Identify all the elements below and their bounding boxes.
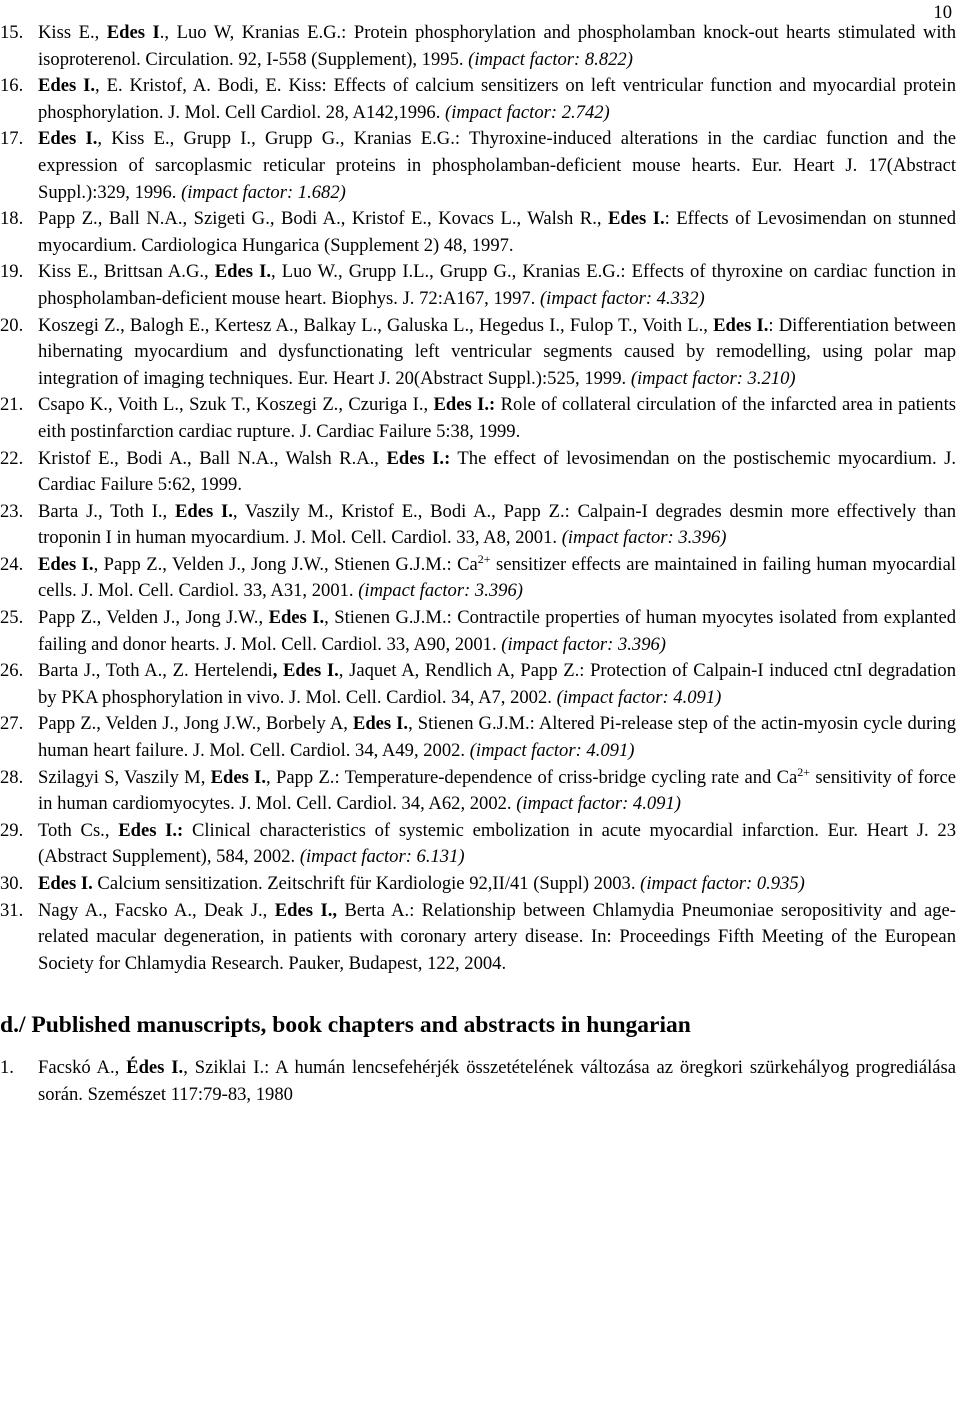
reference-text: Papp Z., Velden J., Jong J.W., Borbely A, bbox=[38, 713, 353, 735]
impact-factor: (impact factor: 4.332) bbox=[539, 287, 705, 309]
reference-number: 29. bbox=[0, 819, 24, 841]
reference-number: 27. bbox=[0, 713, 24, 735]
reference-text: Csapo K., Voith L., Szuk T., Koszegi Z., Czuriga I., bbox=[38, 394, 434, 416]
reference-text: , E. Kristof, A. Bodi, E. Kiss: Effects of calcium sensitizers on left ventricular function and myocardial protein phosphorylation. J. Mol. Cell Cardiol. 28, A142,1996. bbox=[38, 75, 956, 123]
impact-factor: (impact factor: 0.935) bbox=[640, 873, 805, 894]
impact-factor: (impact factor: 8.822) bbox=[468, 48, 633, 70]
reference-entry bbox=[0, 871, 956, 898]
reference-number: 15. bbox=[0, 22, 24, 43]
reference-text: ., Luo W, Kranias E.G.: Protein phosphorylation and phospholamban knock-out hearts stimulated with isoproterenol. Circulation. 92, I-558 (Supplement), 1995. bbox=[38, 22, 956, 70]
reference-entry bbox=[0, 313, 956, 393]
reference-number: 17. bbox=[0, 128, 24, 150]
reference-text: Kristof E., Bodi A., Ball N.A., Walsh R.A., bbox=[38, 447, 387, 469]
reference-text: Papp Z., Velden J., Jong J.W., bbox=[38, 607, 269, 629]
document-body bbox=[0, 20, 956, 1109]
author-highlight: Edes I. bbox=[352, 713, 409, 735]
author-highlight: Edes I. bbox=[38, 873, 93, 894]
impact-factor: (impact factor: 3.210) bbox=[630, 367, 796, 389]
reference-number: 19. bbox=[0, 261, 24, 283]
reference-entry bbox=[0, 20, 956, 73]
hungarian-reference-list bbox=[0, 1055, 956, 1108]
author-highlight: Edes I.: bbox=[118, 819, 184, 841]
superscript: 2+ bbox=[477, 551, 491, 566]
reference-text: Berta A.: Relationship between Chlamydia Pneumoniae seropositivity and age-related macular degeneration, in patients with coronary artery disease. In: Proceedings Fifth Meeting of the European Society for Chlamydia Research. Pauker, Budapest, 122, 2004. bbox=[38, 899, 956, 974]
reference-text: Nagy A., Facsko A., Deak J., bbox=[38, 899, 275, 921]
impact-factor: (impact factor: 4.091) bbox=[516, 793, 681, 815]
reference-number: 26. bbox=[0, 660, 24, 682]
reference-text: , Kiss E., Grupp I., Grupp G., Kranias E.G.: Thyroxine-induced alterations in the cardiac function and the expression of sarcoplasmic reticular proteins in phospholamban-deficient mouse hearts. Eur. Heart J. 17(Abstract Suppl.):329, 1996. bbox=[38, 128, 956, 203]
reference-entry bbox=[0, 1055, 956, 1108]
reference-text: Toth Cs., bbox=[38, 819, 119, 841]
reference-text: , Luo W., Grupp I.L., Grupp G., Kranias E.G.: Effects of thyroxine on cardiac function in phospholamban-deficient mouse heart. Biophys. J. 72:A167, 1997. bbox=[38, 261, 956, 309]
reference-number: 22. bbox=[0, 447, 24, 469]
reference-list bbox=[0, 20, 956, 977]
reference-entry bbox=[0, 818, 956, 871]
impact-factor: (impact factor: 4.091) bbox=[469, 740, 635, 762]
reference-text: The effect of levosimendan on the postischemic myocardium. J. Cardiac Failure 5:62, 1999. bbox=[38, 447, 956, 496]
reference-text: , Vaszily M., Kristof E., Bodi A., Papp Z.: Calpain-I degrades desmin more effectively than troponin I in human myocardium. J. Mol. Cell. Cardiol. 33, A8, 2001. bbox=[38, 500, 956, 549]
reference-text: , Papp Z., Velden J., Jong J.W., Stienen G.J.M.: Ca bbox=[93, 553, 478, 575]
reference-text: Barta J., Toth A., Z. Hertelendi bbox=[38, 660, 273, 682]
reference-text: Koszegi Z., Balogh E., Kertesz A., Balkay L., Galuska L., Hegedus I., Fulop T., Voith L., bbox=[38, 314, 714, 336]
reference-text: Barta J., Toth I., bbox=[38, 500, 175, 522]
reference-text: Kiss E., bbox=[38, 22, 107, 43]
reference-text: , Stienen G.J.M.: Contractile properties of human myocytes isolated from explanted failing and donor hearts. J. Mol. Cell. Cardiol. 33, A90, 2001. bbox=[38, 607, 957, 655]
reference-number: 20. bbox=[0, 314, 24, 336]
impact-factor: (impact factor: 4.091) bbox=[556, 686, 722, 708]
reference-text: , Stienen G.J.M.: Altered Pi-release step of the actin-myosin cycle during human heart failure. J. Mol. Cell. Cardiol. 34, A49, 2002. bbox=[38, 713, 957, 762]
reference-number: 16. bbox=[0, 75, 24, 97]
reference-number: 25. bbox=[0, 607, 24, 629]
reference-text: : Effects of Levosimendan on stunned myocardium. Cardiologica Hungarica (Supplement 2) 48, 1997. bbox=[38, 208, 956, 256]
author-highlight: Edes I. bbox=[608, 208, 665, 230]
reference-entry bbox=[0, 259, 956, 312]
author-highlight: Édes I. bbox=[126, 1057, 184, 1079]
author-highlight: Edes I.: bbox=[433, 394, 496, 416]
reference-text: Szilagyi S, Vaszily M, bbox=[38, 766, 211, 788]
reference-text: : Differentiation between hibernating myocardium and dysfunctionating left ventricular segments caused by remodelling, using polar map integration of imaging techniques. Eur. Heart J. 20(Abstract Suppl.):525, 1999. bbox=[38, 314, 956, 389]
reference-text: , Jaquet A, Rendlich A, Papp Z.: Protection of Calpain-I induced ctnI degradation by PKA phosphorylation in vivo. J. Mol. Cell. Cardiol. 34, A7, 2002. bbox=[38, 660, 957, 708]
reference-entry bbox=[0, 206, 956, 259]
impact-factor: (impact factor: 3.396) bbox=[561, 527, 727, 549]
reference-text: Kiss E., Brittsan A.G., bbox=[38, 261, 215, 283]
reference-number: 30. bbox=[0, 873, 24, 894]
reference-text: sensitizer effects are maintained in failing human myocardial cells. J. Mol. Cell. Cardiol. 33, A31, 2001. bbox=[38, 553, 957, 602]
reference-number: 21. bbox=[0, 394, 24, 416]
reference-entry bbox=[0, 73, 956, 126]
author-highlight: Edes I., bbox=[274, 899, 337, 921]
impact-factor: (impact factor: 2.742) bbox=[445, 101, 610, 123]
reference-number: 23. bbox=[0, 500, 24, 522]
impact-factor: (impact factor: 6.131) bbox=[299, 846, 465, 868]
author-highlight: Edes I. bbox=[38, 75, 96, 97]
reference-number: 24. bbox=[0, 553, 24, 575]
author-highlight: Edes I. bbox=[210, 766, 267, 788]
reference-entry bbox=[0, 499, 956, 552]
reference-entry bbox=[0, 126, 956, 206]
reference-number: 31. bbox=[0, 899, 24, 921]
impact-factor: (impact factor: 3.396) bbox=[358, 580, 523, 602]
reference-text: , Papp Z.: Temperature-dependence of criss-bridge cycling rate and Ca bbox=[266, 766, 798, 788]
reference-text: Facskó A., bbox=[38, 1057, 127, 1079]
reference-text: , Sziklai I.: A humán lencsefehérjék összetételének változása az öregkori szürkehályog progrediálása során. Szemészet 117:79-83, 1980 bbox=[38, 1057, 956, 1105]
author-highlight: Edes I. bbox=[713, 314, 769, 336]
author-highlight: Edes I bbox=[106, 22, 160, 43]
author-highlight: Edes I.: bbox=[386, 447, 451, 469]
reference-number: 1. bbox=[0, 1057, 14, 1079]
reference-entry bbox=[0, 392, 956, 445]
author-highlight: Edes I. bbox=[38, 553, 94, 575]
reference-text: Role of collateral circulation of the infarcted area in patients eith postinfarction cardiac rupture. J. Cardiac Failure 5:38, 1999. bbox=[38, 394, 956, 442]
reference-entry bbox=[0, 898, 956, 978]
superscript: 2+ bbox=[797, 764, 811, 779]
reference-number: 28. bbox=[0, 766, 24, 788]
reference-text: Clinical characteristics of systemic embolization in acute myocardial infarction. Eur. Heart J. 23 (Abstract Supplement), 584, 2002. bbox=[38, 819, 956, 868]
impact-factor: (impact factor: 1.682) bbox=[181, 181, 346, 203]
reference-entry bbox=[0, 605, 956, 658]
reference-entry bbox=[0, 658, 956, 711]
reference-text: sensitivity of force in human cardiomyocytes. J. Mol. Cell. Cardiol. 34, A62, 2002. bbox=[38, 766, 956, 815]
reference-entry bbox=[0, 552, 956, 605]
reference-entry bbox=[0, 711, 956, 764]
impact-factor: (impact factor: 3.396) bbox=[501, 633, 666, 655]
author-highlight: Edes I. bbox=[38, 128, 98, 150]
section-heading: d./ Published manuscripts, book chapters and abstracts in hungarian bbox=[0, 1012, 691, 1039]
author-highlight: , Edes I. bbox=[272, 660, 339, 682]
reference-entry bbox=[0, 446, 956, 499]
reference-text: Calcium sensitization. Zeitschrift für Kardiologie 92,II/41 (Suppl) 2003. bbox=[92, 873, 641, 894]
reference-entry bbox=[0, 765, 956, 818]
reference-text: Papp Z., Ball N.A., Szigeti G., Bodi A., Kristof E., Kovacs L., Walsh R., bbox=[38, 208, 608, 230]
author-highlight: Edes I. bbox=[268, 607, 325, 629]
author-highlight: Edes I. bbox=[214, 261, 271, 283]
reference-number: 18. bbox=[0, 208, 24, 230]
author-highlight: Edes I. bbox=[175, 500, 233, 522]
page-number: 10 bbox=[933, 2, 952, 23]
